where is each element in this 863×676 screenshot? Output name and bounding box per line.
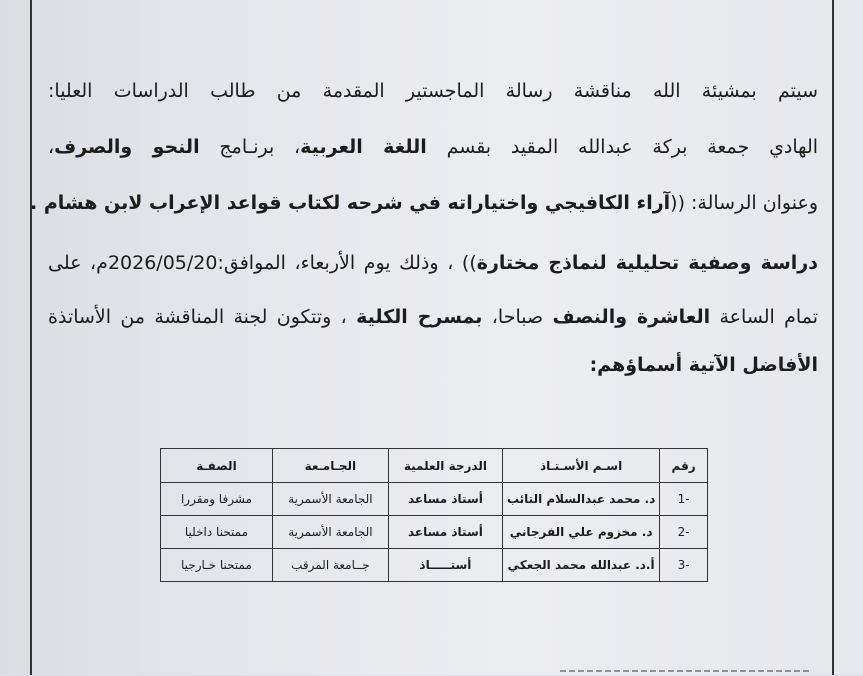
row-number: 2- [660,516,708,549]
professor-name: أ.د. عبدالله محمد الجعكي [502,549,659,582]
student-name-text: الهادي جمعة بركة عبدالله المقيد بقسم [446,136,819,158]
table-row [161,549,708,582]
day-text: )) ، وذلك يوم الأربعاء، الموافق: [217,252,477,274]
committee-role: مشرفا ومقررا [161,483,273,516]
announcement-line-5 [48,306,818,328]
academic-degree: أستاذ مساعد [388,516,502,549]
professor-name: د. مخزوم علي الفرجاني [502,516,659,549]
announcement-line-2 [48,136,818,158]
committee-role: ممتحنا خـارجيا [161,549,273,582]
committee-intro-text: ، وتتكون لجنة المناقشة من الأساتذة [48,306,347,328]
time-intro-text: تمام الساعة [719,306,818,328]
announcement-line-6 [590,354,818,376]
defense-venue: بمسرح الكلية [356,306,483,328]
professor-name: د. محمد عبدالسلام التائب [502,483,659,516]
announcement-line-4 [48,252,818,274]
row-number: 1- [660,483,708,516]
header-number: رقم [660,449,708,483]
committee-heading: الأفاضل الآتية أسماؤهم: [589,354,818,376]
academic-degree: أستاذ مساعد [388,483,502,516]
time-period-text: صباحا، [491,306,544,328]
row-number: 3- [660,549,708,582]
defense-date: 2026/05/20 [107,252,218,274]
intro-text: سيتم بمشيئة الله مناقشة رسالة الماجستير المقدمة من طالب الدراسات العليا: [48,80,818,102]
thesis-subtitle: دراسة وصفية تحليلية لنماذج مختارة [476,252,818,274]
program-name: النحو والصرف [54,136,200,158]
program-intro-text: ، برنـامج [219,136,301,158]
header-role: الصفـة [161,449,273,483]
defense-time: العاشرة والنصف [552,306,711,328]
academic-degree: أستـــــاذ [388,549,502,582]
university: الجامعة الأسمرية [272,483,388,516]
university: جــامعة المرقب [272,549,388,582]
thesis-title-intro: وعنوان الرسالة: (( [670,192,818,214]
header-academic-degree: الدرجة العلمية [388,449,502,483]
table-header-row [161,449,708,483]
announcement-line-3 [30,192,818,214]
date-suffix-text: م، على [48,252,108,274]
header-university: الجـامـعة [272,449,388,483]
announcement-line-1 [48,80,818,102]
committee-table [160,448,708,582]
university: الجامعة الأسمرية [272,516,388,549]
thesis-title: آراء الكافيجي واختياراته في شرحه لكتاب قواعد الإعراب لابن هشام . [30,192,671,214]
committee-role: ممتحنا داخليا [161,516,273,549]
table-row [161,483,708,516]
page-border-left [30,0,32,675]
line2-tail: ، [48,136,55,158]
header-professor-name: اسـم الأسـتـاذ [502,449,659,483]
cropped-text-fragment [560,662,810,676]
department-name: اللغة العربية [300,136,427,158]
page-border-right [832,0,834,675]
table-row [161,516,708,549]
